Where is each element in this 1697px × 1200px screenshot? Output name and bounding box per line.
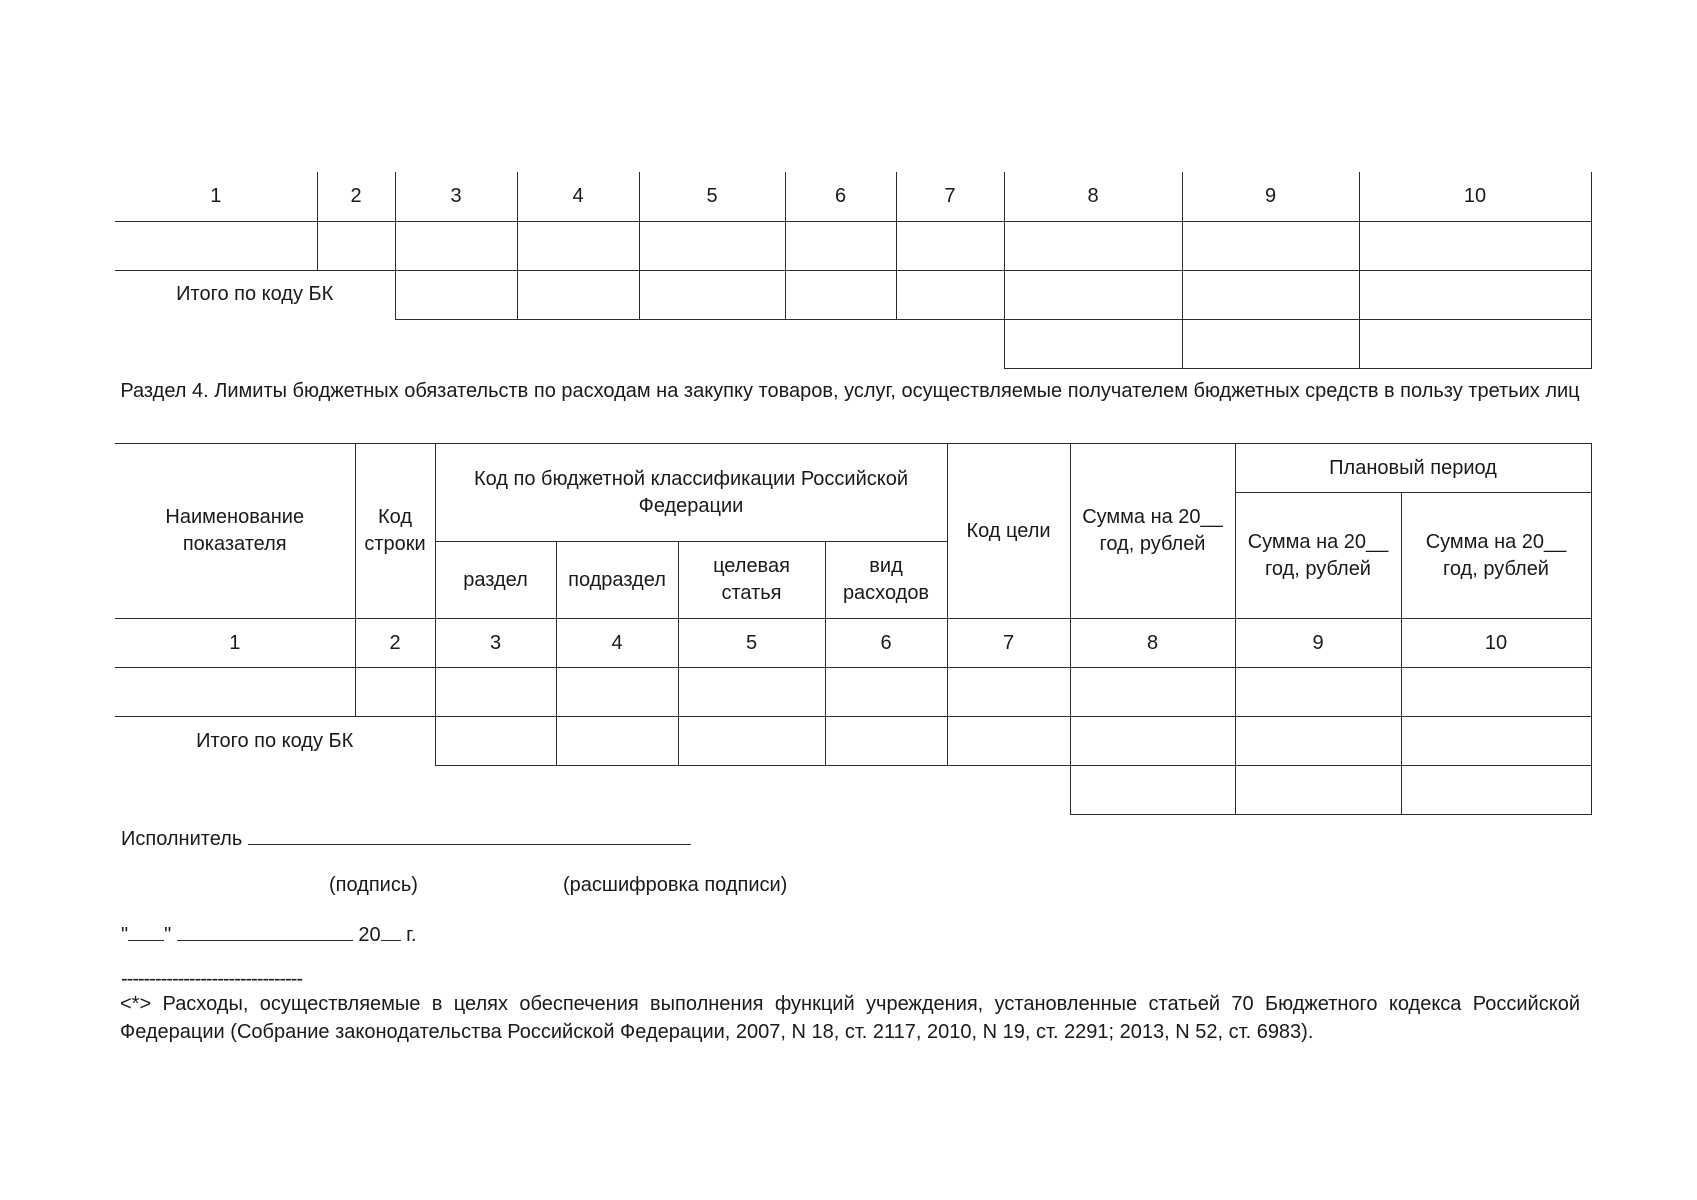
column-numbers-row [115, 619, 1591, 668]
table-cell[interactable] [1070, 766, 1235, 815]
col-num: 7 [947, 619, 1070, 668]
total-row [115, 717, 1591, 766]
col-num: 1 [115, 619, 355, 668]
table-cell[interactable] [1070, 717, 1235, 766]
day-field[interactable] [128, 920, 164, 941]
col-num: 9 [1182, 172, 1359, 221]
col-num: 4 [556, 619, 678, 668]
table-cell[interactable] [1401, 668, 1591, 717]
header-bk-code: Код по бюджетной классификации Российской Федерации [435, 444, 947, 542]
table-cell[interactable] [896, 221, 1004, 270]
header-subsection: подраздел [556, 542, 678, 619]
section4-table [115, 443, 1592, 815]
col-num: 3 [395, 172, 517, 221]
header-goal-code: Код цели [947, 444, 1070, 619]
table-cell[interactable] [395, 270, 517, 319]
table-cell[interactable] [947, 717, 1070, 766]
column-numbers-row [115, 172, 1591, 221]
table-cell[interactable] [317, 221, 395, 270]
col-num: 6 [825, 619, 947, 668]
table-cell[interactable] [1070, 668, 1235, 717]
header-name: Наименование показателя [115, 444, 355, 619]
total-row [115, 270, 1591, 319]
header-sum-year-3: Сумма на 20__ год, рублей [1401, 493, 1591, 619]
table-cell[interactable] [517, 221, 639, 270]
table-cell[interactable] [678, 717, 825, 766]
table-cell[interactable] [1182, 221, 1359, 270]
table-cell[interactable] [435, 717, 556, 766]
table-cell[interactable] [435, 668, 556, 717]
table-row [115, 221, 1591, 270]
signature-decode-label: (расшифровка подписи) [563, 874, 788, 896]
executor-label: Исполнитель [121, 828, 243, 850]
year-field[interactable] [381, 920, 401, 941]
col-num: 10 [1401, 619, 1591, 668]
footnote-separator: -------------------------------- [121, 968, 303, 990]
table-cell[interactable] [825, 668, 947, 717]
total-row-extra [115, 766, 1591, 815]
table-cell[interactable] [639, 270, 785, 319]
col-num: 6 [785, 172, 896, 221]
section-title: Раздел 4. Лимиты бюджетных обязательств по расходам на закупку товаров, услуг, осуществляемые получателем бюджетных средств в пользу третьих лиц [120, 380, 1580, 402]
total-row-extra [115, 319, 1591, 368]
table-cell[interactable] [1359, 270, 1591, 319]
header-target-item: целевая статья [678, 542, 825, 619]
table-cell[interactable] [556, 717, 678, 766]
table-cell[interactable] [1401, 717, 1591, 766]
col-num: 5 [678, 619, 825, 668]
col-num: 2 [317, 172, 395, 221]
header-expense-type: вид расходов [825, 542, 947, 619]
col-num: 8 [1004, 172, 1182, 221]
table-cell[interactable] [1359, 221, 1591, 270]
total-label: Итого по коду БК [115, 270, 395, 319]
header-sum-year-2: Сумма на 20__ год, рублей [1235, 493, 1401, 619]
table-cell[interactable] [1004, 221, 1182, 270]
table-cell[interactable] [1182, 270, 1359, 319]
table-row [115, 668, 1591, 717]
table-cell[interactable] [1235, 717, 1401, 766]
table-cell[interactable] [355, 668, 435, 717]
header-row [115, 444, 1591, 493]
table-cell[interactable] [115, 221, 317, 270]
table-cell[interactable] [947, 668, 1070, 717]
header-section: раздел [435, 542, 556, 619]
table-cell[interactable] [1182, 319, 1359, 368]
table-cell[interactable] [1235, 766, 1401, 815]
header-plan-period: Плановый период [1235, 444, 1591, 493]
table-cell[interactable] [639, 221, 785, 270]
table-cell[interactable] [1004, 319, 1182, 368]
table-cell[interactable] [678, 668, 825, 717]
table-cell[interactable] [517, 270, 639, 319]
table-cell[interactable] [825, 717, 947, 766]
table-cell[interactable] [115, 668, 355, 717]
col-num: 2 [355, 619, 435, 668]
table-cell[interactable] [785, 221, 896, 270]
total-label: Итого по коду БК [115, 717, 435, 766]
table-cell[interactable] [1004, 270, 1182, 319]
executor-line [121, 824, 691, 853]
col-num: 7 [896, 172, 1004, 221]
col-num: 5 [639, 172, 785, 221]
col-num: 10 [1359, 172, 1591, 221]
footnote: <*> Расходы, осуществляемые в целях обеспечения выполнения функций учреждения, установленные статьей 70 Бюджетного кодекса Российской Федерации (Собрание законодательства Российской Федерации, 2007, N 18, ст. 2117, 2010, N 19, ст. 2291; 2013, N 52, ст. 6983). [120, 993, 1580, 1043]
header-row-code: Код строки [355, 444, 435, 619]
table-cell[interactable] [556, 668, 678, 717]
col-num: 1 [115, 172, 317, 221]
table-cell[interactable] [896, 270, 1004, 319]
executor-field[interactable] [248, 824, 691, 845]
table-cell[interactable] [1401, 766, 1591, 815]
month-field[interactable] [177, 920, 353, 941]
header-sum-year: Сумма на 20__ год, рублей [1070, 444, 1235, 619]
section3-table [115, 172, 1592, 369]
table-cell[interactable] [1235, 668, 1401, 717]
col-num: 3 [435, 619, 556, 668]
table-cell[interactable] [1359, 319, 1591, 368]
col-num: 8 [1070, 619, 1235, 668]
table-cell[interactable] [785, 270, 896, 319]
date-line: " " 20 г. [121, 920, 417, 949]
col-num: 4 [517, 172, 639, 221]
signature-label: (подпись) [329, 874, 418, 896]
table-cell[interactable] [395, 221, 517, 270]
col-num: 9 [1235, 619, 1401, 668]
